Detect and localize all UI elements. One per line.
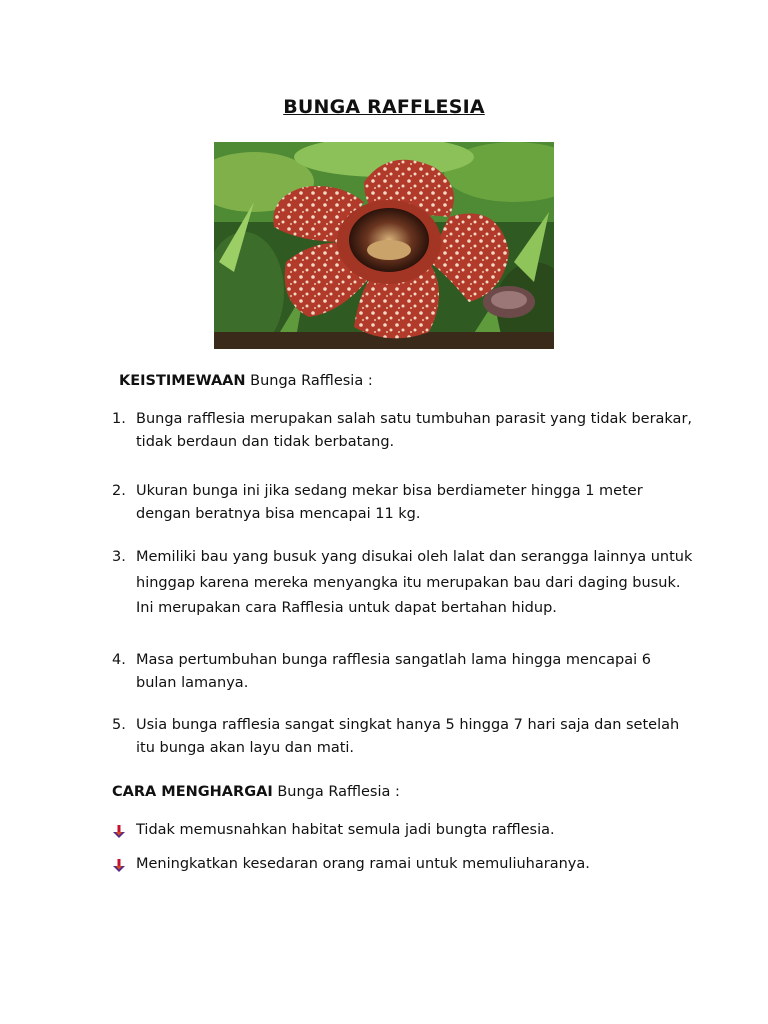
list-number: 4. (112, 652, 126, 668)
keistimewaan-heading-rest: Bunga Rafflesia : (245, 373, 373, 389)
list-text (136, 652, 696, 698)
bullet-text: Tidak memusnahkan habitat semula jadi bungta rafflesia. (136, 822, 555, 838)
keistimewaan-heading (119, 373, 373, 389)
list-line: Usia bunga rafflesia sangat singkat hanya 5 hingga 7 hari saja dan setelah (136, 717, 680, 733)
list-line: Ini merupakan cara Rafflesia untuk dapat bertahan hidup. (136, 600, 557, 616)
list-line: bulan lamanya. (136, 675, 249, 691)
list-line: tidak berdaun dan tidak berbatang. (136, 434, 395, 450)
list-line: hinggap karena mereka menyangka itu merupakan bau dari daging busuk. (136, 575, 681, 591)
list-text (136, 411, 696, 457)
list-text (136, 549, 696, 625)
list-line: Ukuran bunga ini jika sedang mekar bisa berdiameter hingga 1 meter (136, 483, 643, 499)
keistimewaan-heading-bold: KEISTIMEWAAN (119, 373, 246, 389)
list-text (136, 483, 696, 529)
list-line: Masa pertumbuhan bunga rafflesia sangatlah lama hingga mencapai 6 (136, 652, 651, 668)
list-number: 2. (112, 483, 126, 499)
list-line: Bunga rafflesia merupakan salah satu tumbuhan parasit yang tidak berakar, (136, 411, 693, 427)
list-text (136, 717, 696, 763)
cara-menghargai-heading (112, 784, 400, 800)
cara-menghargai-heading-bold: CARA MENGHARGAI (112, 784, 273, 800)
arrow-down-bullet-icon (112, 825, 126, 839)
list-line: itu bunga akan layu dan mati. (136, 740, 355, 756)
list-number: 1. (112, 411, 126, 427)
cara-menghargai-heading-rest: Bunga Rafflesia : (272, 784, 400, 800)
bullet-text: Meningkatkan kesedaran orang ramai untuk memuliuharanya. (136, 856, 590, 872)
document-title: BUNGA RAFFLESIA (283, 96, 485, 118)
list-number: 3. (112, 549, 126, 565)
list-line: dengan beratnya bisa mencapai 11 kg. (136, 506, 421, 522)
list-number: 5. (112, 717, 126, 733)
rafflesia-flower-photo (214, 142, 554, 349)
arrow-down-bullet-icon (112, 859, 126, 873)
list-line: Memiliki bau yang busuk yang disukai oleh lalat dan serangga lainnya untuk (136, 549, 693, 565)
